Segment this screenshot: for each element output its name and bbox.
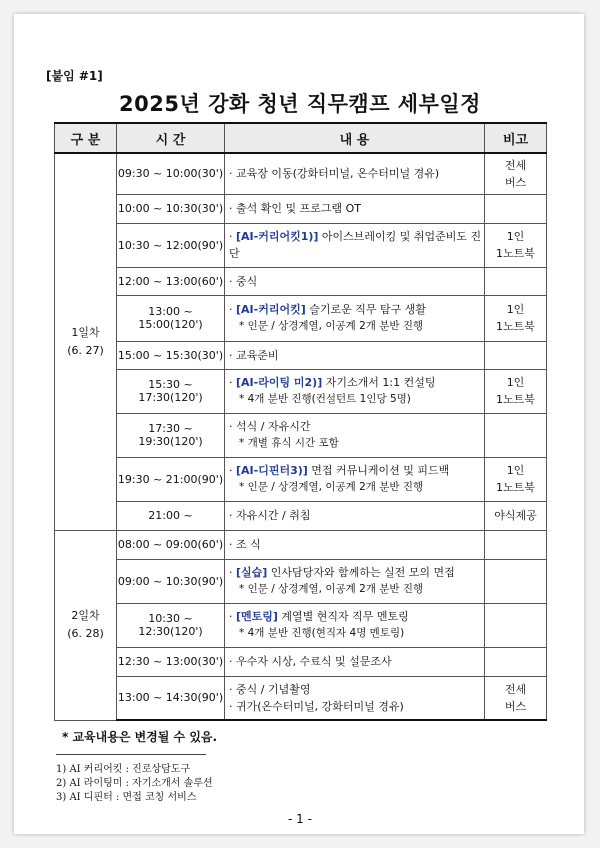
- note-cell: [485, 676, 547, 720]
- day2-label: 2일차: [71, 609, 100, 622]
- program-tag: [AI-커리어킷]: [236, 303, 306, 316]
- content-main: [229, 564, 484, 581]
- content-cell: [225, 676, 485, 720]
- time-cell: 15:30 ~ 17:30(120'): [117, 369, 225, 413]
- note-cell: [485, 457, 547, 501]
- content-prefix: ·: [229, 464, 236, 477]
- table-row: [55, 457, 547, 501]
- note-cell: [485, 647, 547, 676]
- day2-date: (6. 28): [67, 627, 104, 640]
- content-cell: [225, 603, 485, 647]
- content-main: [229, 200, 484, 217]
- content-prefix: · 우수자 시상, 수료식 및 설문조사: [229, 655, 392, 668]
- note-line-1: 전세: [504, 682, 527, 696]
- content-subnote: · 귀가(온수터미널, 강화터미널 경유): [229, 699, 404, 713]
- table-row: [55, 341, 547, 369]
- content-prefix: · 조 식: [229, 538, 261, 551]
- content-text: 아이스브레이킹 및 취업준비도 진단: [229, 230, 482, 260]
- table-row: [55, 369, 547, 413]
- time-cell: 10:30 ~ 12:00(90'): [117, 223, 225, 267]
- time-cell: 21:00 ~: [117, 501, 225, 530]
- time-cell: 12:30 ~ 13:00(30'): [117, 647, 225, 676]
- header-category: 구 분: [55, 123, 117, 153]
- table-row: [55, 647, 547, 676]
- program-tag: [AI-라이팅 미2)]: [236, 376, 323, 389]
- content-prefix: · 중식 / 기념촬영: [229, 682, 311, 696]
- time-cell: 09:00 ~ 10:30(90'): [117, 559, 225, 603]
- time-cell: 17:30 ~ 19:30(120'): [117, 413, 225, 457]
- time-cell: 12:00 ~ 13:00(60'): [117, 267, 225, 295]
- table-row: [55, 194, 547, 223]
- content-main: [229, 681, 484, 698]
- table-row: [55, 267, 547, 295]
- content-subnote: * 개별 휴식 시간 포함: [239, 437, 339, 449]
- content-prefix: · 교육준비: [229, 348, 279, 362]
- content-prefix: · 중식: [229, 274, 258, 288]
- header-time: 시 간: [117, 123, 225, 153]
- content-main: [229, 418, 484, 435]
- content-main: [229, 301, 484, 318]
- table-row: [55, 223, 547, 267]
- content-prefix: · 출석 확인 및 프로그램 OT: [229, 202, 361, 215]
- footnote-3: 3) AI 디핀터 : 면접 코칭 서비스: [56, 792, 197, 803]
- note-cell: [485, 530, 547, 559]
- program-tag: [AI-디핀터3)]: [236, 464, 308, 477]
- content-text: 인사담당자와 함께하는 실전 모의 면접: [267, 566, 455, 579]
- day1-cell: [55, 153, 117, 530]
- table-row: [55, 559, 547, 603]
- content-main: [229, 536, 484, 553]
- time-cell: 08:00 ~ 09:00(60'): [117, 530, 225, 559]
- note-cell: [485, 295, 547, 341]
- page-number: - 1 -: [288, 812, 312, 826]
- page-title: 2025년 강화 청년 직무캠프 세부일정: [119, 92, 481, 116]
- table-header-row: [55, 123, 547, 153]
- table-row: [55, 295, 547, 341]
- content-main: [229, 273, 484, 290]
- note-line-1: 1인: [506, 464, 525, 477]
- note-line-1: 야식제공: [494, 509, 537, 522]
- note-cell: [485, 413, 547, 457]
- note-line-1: 1인: [506, 230, 525, 243]
- note-line-2: 1노트북: [496, 247, 535, 260]
- time-cell: 13:00 ~ 15:00(120'): [117, 295, 225, 341]
- content-cell: [225, 501, 485, 530]
- content-cell: [225, 295, 485, 341]
- day2-cell: [55, 530, 117, 720]
- note-line-1: 1인: [506, 376, 525, 389]
- time-cell: 10:00 ~ 10:30(30'): [117, 194, 225, 223]
- time-cell: 15:00 ~ 15:30(30'): [117, 341, 225, 369]
- table-row: [55, 676, 547, 720]
- table-row: [55, 501, 547, 530]
- note-cell: [485, 341, 547, 369]
- header-content: 내 용: [225, 123, 485, 153]
- content-subnote: * 인문 / 상경계열, 이공계 2개 분반 진행: [239, 583, 424, 595]
- note-line-2: 1노트북: [496, 481, 535, 494]
- content-prefix: ·: [229, 566, 236, 579]
- content-main: [229, 653, 484, 670]
- content-cell: [225, 530, 485, 559]
- note-cell: [485, 194, 547, 223]
- content-cell: [225, 413, 485, 457]
- note-line-2: 버스: [504, 699, 527, 713]
- content-main: [229, 507, 484, 524]
- program-tag: [AI-커리어킷1)]: [236, 230, 319, 243]
- day1-label: 1일차: [71, 325, 100, 339]
- content-prefix: ·: [229, 610, 236, 623]
- note-line-1: 전세: [504, 158, 527, 172]
- time-cell: 19:30 ~ 21:00(90'): [117, 457, 225, 501]
- change-notice: * 교육내용은 변경될 수 있음.: [62, 730, 218, 744]
- content-cell: [225, 457, 485, 501]
- note-cell: [485, 603, 547, 647]
- table-row: [55, 153, 547, 194]
- content-prefix: · 석식 / 자유시간: [229, 420, 311, 433]
- footnote-divider: [56, 754, 206, 755]
- content-prefix: ·: [229, 376, 236, 389]
- note-cell: [485, 267, 547, 295]
- content-text: 슬기로운 직무 탐구 생활: [305, 303, 426, 316]
- footnote-1: 1) AI 커리어킷 : 진로상담도구: [56, 764, 191, 775]
- note-line-2: 버스: [504, 175, 527, 189]
- content-main: [229, 608, 484, 625]
- content-cell: [225, 647, 485, 676]
- content-text: 면접 커뮤니케이션 및 피드백: [307, 464, 450, 477]
- time-cell: 10:30 ~ 12:30(120'): [117, 603, 225, 647]
- note-line-2: 1노트북: [496, 393, 535, 406]
- content-subnote: * 4개 분반 진행(컨설턴트 1인당 5명): [239, 393, 411, 405]
- content-cell: [225, 223, 485, 267]
- time-cell: 13:00 ~ 14:30(90'): [117, 676, 225, 720]
- content-subnote: * 인문 / 상경계열, 이공계 2개 분반 진행: [239, 481, 424, 493]
- content-prefix: ·: [229, 303, 236, 316]
- note-cell: [485, 223, 547, 267]
- note-cell: [485, 501, 547, 530]
- attachment-label: [붙임 #1]: [46, 69, 103, 83]
- table-row: [55, 530, 547, 559]
- content-cell: [225, 194, 485, 223]
- content-subnote: * 4개 분반 진행(현직자 4명 멘토링): [239, 627, 405, 639]
- content-main: [229, 165, 484, 182]
- content-cell: [225, 559, 485, 603]
- content-main: [229, 374, 484, 391]
- content-subnote: * 인문 / 상경계열, 이공계 2개 분반 진행: [239, 320, 424, 332]
- content-cell: [225, 369, 485, 413]
- program-tag: [실습]: [236, 566, 268, 579]
- content-prefix: ·: [229, 230, 236, 243]
- content-text: 자기소개서 1:1 컨설팅: [322, 376, 436, 389]
- content-cell: [225, 267, 485, 295]
- content-main: [229, 228, 484, 262]
- time-cell: 09:30 ~ 10:00(30'): [117, 153, 225, 194]
- table-row: [55, 413, 547, 457]
- note-cell: [485, 369, 547, 413]
- content-prefix: · 교육장 이동(강화터미널, 온수터미널 경유): [229, 167, 440, 181]
- schedule-table: [54, 122, 547, 721]
- footnote-2: 2) AI 라이팅미 : 자기소개서 솔루션: [56, 778, 213, 789]
- program-tag: [멘토링]: [236, 610, 278, 623]
- content-text: 계열별 현직자 직무 멘토링: [277, 610, 409, 623]
- note-line-1: 1인: [506, 303, 525, 316]
- note-cell: [485, 559, 547, 603]
- content-cell: [225, 153, 485, 194]
- content-cell: [225, 341, 485, 369]
- header-note: 비고: [485, 123, 547, 153]
- note-cell: [485, 153, 547, 194]
- day1-date: (6. 27): [67, 343, 104, 357]
- table-row: [55, 603, 547, 647]
- content-main: [229, 462, 484, 479]
- content-prefix: · 자유시간 / 취침: [229, 509, 311, 522]
- content-main: [229, 347, 484, 364]
- note-line-2: 1노트북: [496, 320, 535, 333]
